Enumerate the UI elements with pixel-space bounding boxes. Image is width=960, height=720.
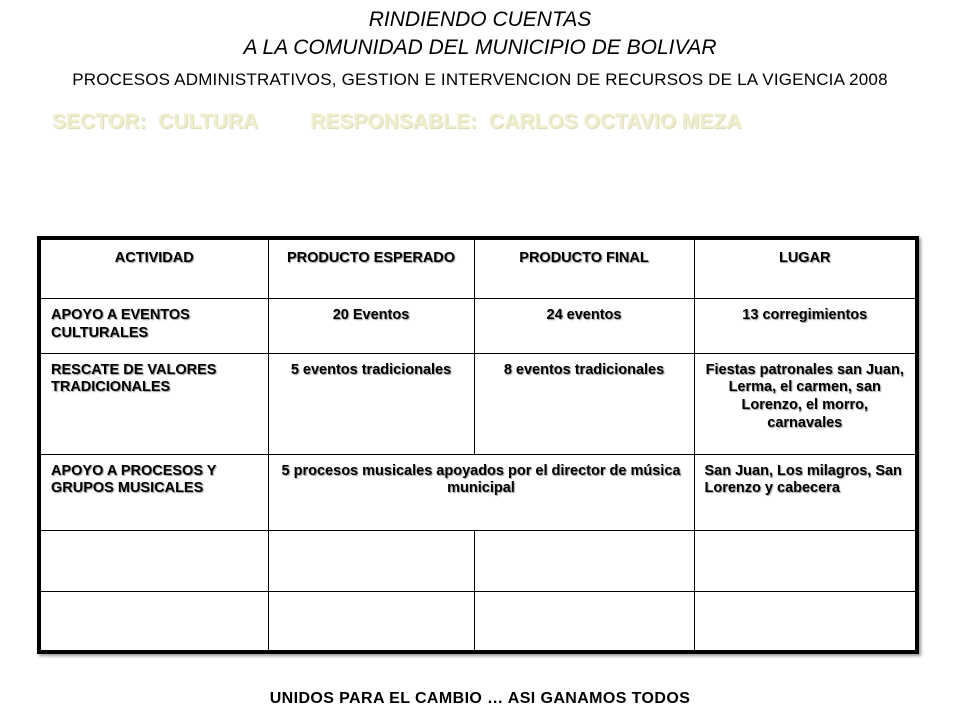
empty-cell	[694, 591, 917, 652]
sector-label: SECTOR:	[52, 110, 147, 133]
sector-responsable-line	[52, 110, 741, 134]
table-row-empty	[39, 531, 917, 592]
table-row	[39, 299, 917, 354]
cell-producto-final: 8 eventos tradicionales	[474, 353, 694, 454]
table-row	[39, 454, 917, 531]
empty-cell	[268, 591, 474, 652]
cell-lugar: Fiestas patronales san Juan, Lerma, el carmen, san Lorenzo, el morro, carnavales	[694, 353, 917, 454]
cell-producto-esperado: 5 eventos tradicionales	[268, 353, 474, 454]
header-lugar: LUGAR	[694, 238, 917, 299]
title-line-2: A LA COMUNIDAD DEL MUNICIPIO DE BOLIVAR	[243, 36, 717, 59]
header-actividad: ACTIVIDAD	[39, 238, 268, 299]
subtitle: PROCESOS ADMINISTRATIVOS, GESTION E INTERVENCION DE RECURSOS DE LA VIGENCIA 2008	[72, 70, 888, 89]
cell-producto-final: 24 eventos	[474, 299, 694, 354]
responsable-label: RESPONSABLE:	[310, 110, 477, 133]
cell-lugar: 13 corregimientos	[694, 299, 917, 354]
cell-actividad: RESCATE DE VALORES TRADICIONALES	[39, 353, 268, 454]
empty-cell	[474, 531, 694, 592]
empty-cell	[694, 531, 917, 592]
table-header-row	[39, 238, 917, 299]
table-row-empty	[39, 591, 917, 652]
header-producto-esperado: PRODUCTO ESPERADO	[268, 238, 474, 299]
cell-producto-esperado: 20 Eventos	[268, 299, 474, 354]
cell-producto-merged: 5 procesos musicales apoyados por el director de música municipal	[268, 454, 694, 531]
sector-value: CULTURA	[158, 110, 259, 133]
empty-cell	[268, 531, 474, 592]
header-producto-final: PRODUCTO FINAL	[474, 238, 694, 299]
cell-actividad: APOYO A EVENTOS CULTURALES	[39, 299, 268, 354]
empty-cell	[39, 531, 268, 592]
title-line-1: RINDIENDO CUENTAS	[368, 8, 592, 31]
empty-cell	[474, 591, 694, 652]
footer-slogan: UNIDOS PARA EL CAMBIO … ASI GANAMOS TODOS	[269, 690, 691, 707]
responsable-value: CARLOS OCTAVIO MEZA	[488, 110, 742, 133]
activities-table	[37, 236, 919, 654]
empty-cell	[39, 591, 268, 652]
cell-actividad: APOYO A PROCESOS Y GRUPOS MUSICALES	[39, 454, 268, 531]
table-row	[39, 353, 917, 454]
cell-lugar: San Juan, Los milagros, San Lorenzo y cabecera	[694, 454, 917, 531]
